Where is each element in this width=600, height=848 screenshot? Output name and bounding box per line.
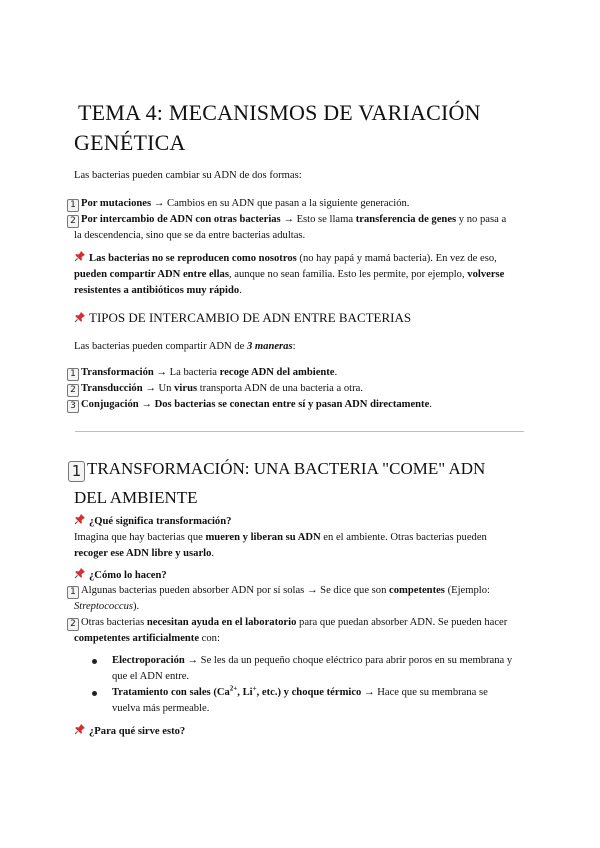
section-heading-text: TIPOS DE INTERCAMBIO DE ADN ENTRE BACTERIAS [89,310,412,325]
bullet-text: → Hace que su membrana se [361,687,488,698]
types-list [67,365,537,413]
section-heading-types [74,310,411,326]
note-text: . [239,285,242,296]
answer-bold: recoger ese ADN libre y usarlo [74,548,212,559]
pushpin-icon [74,513,86,525]
answer-text: Imagina que hay bacterias que [74,532,206,543]
type-text: → [138,399,155,410]
type-bold: Dos bacterias se conectan entre sí y pasan ADN directamente [154,399,430,410]
type-text: . [334,367,338,378]
number-2-icon: 2 [67,384,79,397]
number-2-icon: 2 [67,215,79,228]
how-text: (Ejemplo: [444,585,490,596]
bullet-bold: Tratamiento con sales (Ca [112,687,230,698]
bullet-text-line2: vuelva más permeable. [112,703,210,714]
type-label: Transformación [81,367,154,378]
number-2-icon: 2 [67,618,79,631]
form-text: → Cambios en su ADN que pasan a la siguiente generación. [151,198,410,209]
type-label: Transducción [81,383,143,394]
types-intro-text: Las bacterias pueden compartir ADN de [74,341,247,352]
bullet-text-line2: que el ADN entre. [112,671,190,682]
pushpin-icon [74,723,86,735]
form-bold: transferencia de genes [355,214,457,225]
form-label: Por mutaciones [81,198,152,209]
question-block-2 [74,567,544,584]
bullet-bold: , Li [237,687,253,698]
number-1-icon: 1 [67,586,79,599]
section-heading-text-line2: DEL AMBIENTE [74,488,198,507]
question-block-3 [74,723,185,740]
page-title-line1: TEMA 4: MECANISMOS DE VARIACIÓN [78,100,481,125]
number-1-icon: 1 [67,368,79,381]
form-text: y no pasa a [456,214,507,225]
superscript: 2+ [229,684,238,693]
how-text: Otras bacterias [81,617,147,628]
question-heading: ¿Para qué sirve esto? [89,726,186,737]
section-heading-transformation [68,454,548,512]
how-item-2 [67,615,537,631]
type-label: Conjugación [81,399,139,410]
form-item-transfer-line2: la descendencia, sino que se da entre bacterias adultas. [74,230,306,241]
type-item-transduction [67,381,537,397]
type-bold: virus [174,383,198,394]
pushpin-icon [74,311,86,323]
question-heading: ¿Qué significa transformación? [89,516,232,527]
bullet-salts-treatment [90,685,540,717]
horizontal-divider [75,431,524,432]
bullet-bold: , etc.) y choque térmico [256,687,362,698]
note-paragraph [74,250,544,299]
question-heading: ¿Cómo lo hacen? [89,570,167,581]
how-bold: competentes artificialmente [74,633,200,644]
how-bold: necesitan ayuda en el laboratorio [146,617,297,628]
type-text: → La bacteria [153,367,220,378]
bullet-bold: Electroporación [112,655,185,666]
how-italic: Streptococcus [74,601,134,612]
note-text: , aunque no sean familia. Esto les permite, por ejemplo, [228,269,468,280]
how-text: para que puedan absorber ADN. Se pueden hacer [296,617,508,628]
number-1-icon: 1 [67,199,79,212]
how-bold: competentes [389,585,445,596]
number-1-icon: 1 [68,461,85,482]
intro-text: Las bacterias pueden cambiar su ADN de dos formas: [74,170,302,181]
number-3-icon: 3 [67,400,79,413]
form-text: → Esto se llama [280,214,356,225]
pushpin-icon [74,567,86,579]
forms-list [67,196,537,244]
bullet-text: → Se les da un pequeño choque eléctrico para abrir poros en su membrana y [184,655,513,666]
section-heading-text: TRANSFORMACIÓN: UNA BACTERIA "COME" ADN [87,459,486,478]
type-text: transporta ADN de una bacteria a otra. [197,383,363,394]
form-label: Por intercambio de ADN con otras bacterias [81,214,281,225]
how-text: ). [133,601,140,612]
note-bold: Las bacterias no se reproducen como nosotros [89,253,297,264]
types-intro [74,339,296,355]
how-list [67,583,537,647]
how-item-1 [67,583,537,599]
type-bold: recoge ADN del ambiente [219,367,335,378]
type-item-conjugation [67,397,537,413]
types-intro-text: : [292,341,296,352]
how-text: con: [199,633,220,644]
answer-bold: mueren y liberan su ADN [205,532,321,543]
form-item-mutations [67,196,537,212]
form-item-transfer [67,212,537,228]
page-title [78,96,548,129]
page-title-line2: GENÉTICA [74,130,186,155]
bullet-icon [92,691,97,696]
type-item-transformation [67,365,537,381]
question-block-1 [74,513,544,562]
type-text: → Un [142,383,175,394]
bullet-icon [92,659,97,664]
answer-text: en el ambiente. Otras bacterias pueden [320,532,487,543]
superscript: + [252,684,257,693]
answer-text: . [211,548,215,559]
note-bold: resistentes a antibióticos muy rápido [74,285,240,296]
methods-bullet-list [90,653,540,717]
note-bold: pueden compartir ADN entre ellas [74,269,229,280]
type-text: . [429,399,432,410]
types-intro-bold: 3 maneras [246,341,293,352]
how-text: Algunas bacterias pueden absorber ADN por sí solas → Se dice que son [81,585,390,596]
bullet-electroporation [90,653,540,685]
pushpin-icon [74,250,86,262]
note-bold: volverse [467,269,505,280]
note-text: (no hay papá y mamá bacteria). En vez de eso, [296,253,497,264]
